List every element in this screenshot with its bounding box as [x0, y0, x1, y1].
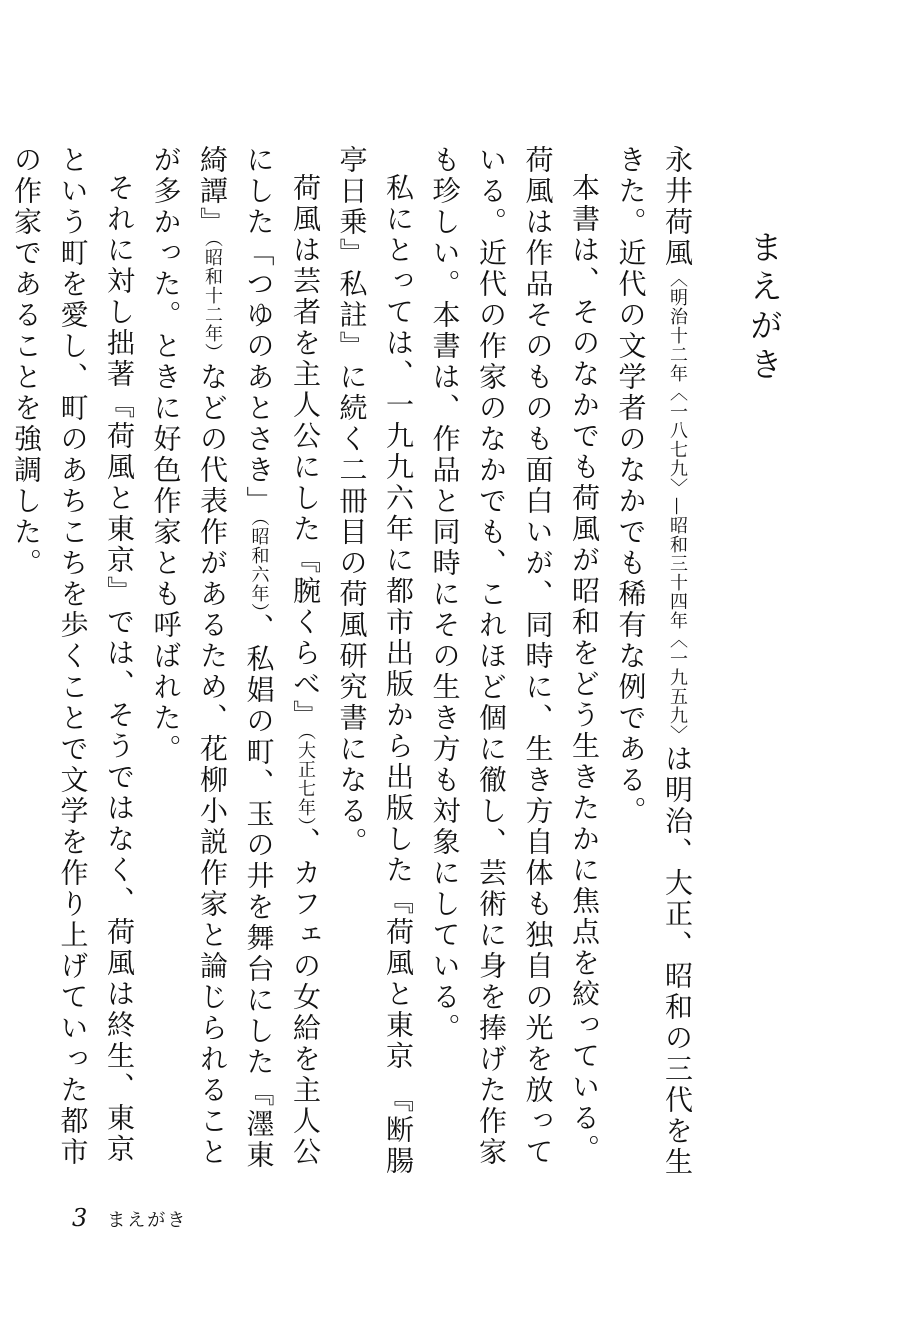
paragraph [142, 145, 328, 1185]
paragraph [421, 145, 607, 1185]
paragraph [607, 145, 700, 1185]
page-number: 3 [72, 1204, 88, 1232]
inline-note: 〈明治十二年〈一八七九〉—昭和三十四年〈一九五九〉 [667, 269, 688, 744]
inline-note: （昭和十二年） [202, 238, 223, 362]
paragraph [3, 145, 143, 1185]
inline-note: （大正七年） [295, 731, 316, 827]
text-run: 私にとっては、一九九六年に都市出版から出版した『荷風と東京 『断腸亭日乗』私註』に続く二冊目の荷風研究書になる。 [335, 145, 415, 1177]
running-head: まえがき [107, 1210, 188, 1231]
inline-note: （昭和六年） [248, 517, 270, 613]
page-footer [72, 1204, 187, 1232]
text-run: 本書は、そのなかでも荷風が昭和をどう生きたかに焦点を絞っている。荷風は作品そのものも面白いが、同時に、生き方自体も独自の光を放っている。近代の作家のなかでも、これほど個に徹し、芸術に身を捧げた作家も珍しい。本書は、作品と同時にその生き方も対象にしている。 [428, 145, 601, 1168]
chapter-title: まえがき [745, 230, 784, 386]
text-run: 荷風は芸者を主人公にした『腕くらべ』 [289, 173, 322, 731]
text-run: 、カフェの女給を主人公にした「つゆのあとさき」 [242, 145, 322, 1168]
text-run: 永井荷風 [661, 145, 694, 269]
text-run: などの代表作があるため、花柳小説作家と論じられることが多かった。ときに好色作家とも呼ばれた。 [149, 145, 229, 1168]
body-text [0, 145, 700, 1185]
text-run: は明治、大正、昭和の三代を生きた。近代の文学者のなかでも稀有な例である。 [614, 145, 694, 1178]
text-run: 、私娼の町、玉の井を舞台にした『濹東綺譚』 [196, 145, 276, 1171]
text-run: それに対し拙著『荷風と東京』では、そうではなく、荷風は終生、東京という町を愛し、町のあちこちを歩くことで文学を作り上げていった都市の作家であることを強調した。 [10, 145, 136, 1168]
paragraph [0, 145, 3, 1185]
paragraph [328, 145, 421, 1185]
